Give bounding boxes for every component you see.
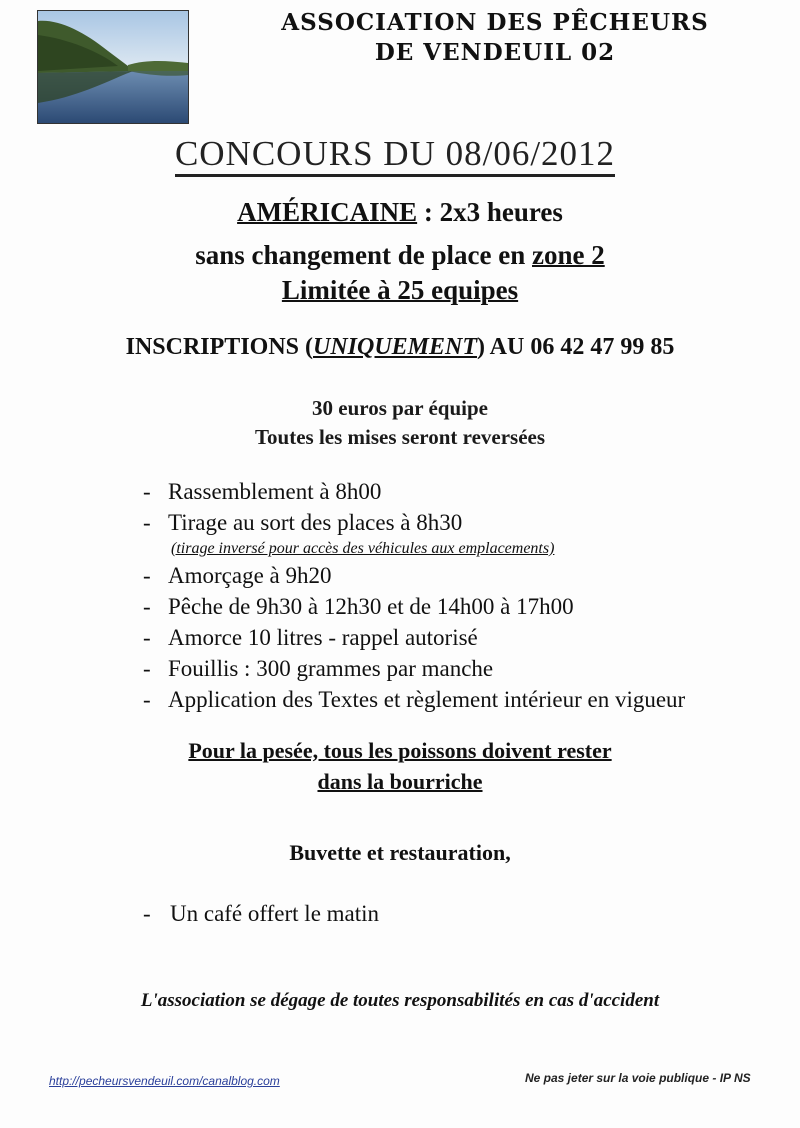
list-dash: - xyxy=(143,510,151,535)
contest-title-text: CONCOURS DU 08/06/2012 xyxy=(175,134,615,177)
association-name xyxy=(215,8,775,68)
list-item-text: Tirage au sort des places à 8h30 xyxy=(168,510,463,535)
list-dash: - xyxy=(143,625,151,650)
event-limit: Limitée à 25 equipes xyxy=(281,275,519,305)
inscriptions-emphasis: UNIQUEMENT xyxy=(313,334,478,360)
lake-landscape-photo xyxy=(37,10,189,124)
association-line-2: DE VENDEUIL 02 xyxy=(374,39,616,66)
list-item xyxy=(143,591,685,622)
list-item xyxy=(143,653,685,684)
event-duration: : 2x3 heures xyxy=(417,197,563,227)
association-line-1: ASSOCIATION DES PÊCHEURS xyxy=(281,9,709,36)
mises-line: Toutes les mises seront reversées xyxy=(254,425,546,449)
list-item xyxy=(143,507,685,538)
list-dash: - xyxy=(143,687,151,712)
list-item-text: Application des Textes et règlement intérieur en vigueur xyxy=(168,687,686,712)
list-item xyxy=(143,684,685,715)
list-dash: - xyxy=(143,479,151,504)
disclaimer: L'association se dégage de toutes responsabilités en cas d'accident xyxy=(140,990,660,1011)
list-item-text: Rassemblement à 8h00 xyxy=(168,479,382,504)
contest-title xyxy=(160,134,630,174)
list-item xyxy=(143,560,685,591)
list-item-text: Amorçage à 9h20 xyxy=(168,563,332,588)
list-dash: - xyxy=(143,563,151,588)
footer-note: Ne pas jeter sur la voie publique - IP NS xyxy=(525,1071,751,1085)
list-item xyxy=(143,476,685,507)
event-type-line xyxy=(0,197,800,228)
event-limit-line xyxy=(0,275,800,306)
event-type: AMÉRICAINE xyxy=(237,197,418,227)
inscriptions-prefix: INSCRIPTIONS ( xyxy=(125,334,313,360)
list-item-text: Amorce 10 litres - rappel autorisé xyxy=(168,625,478,650)
cafe-text: Un café offert le matin xyxy=(170,901,380,926)
event-zone: zone 2 xyxy=(532,240,605,270)
inscriptions-line xyxy=(0,334,800,361)
inscriptions-phone: ) AU 06 42 47 99 85 xyxy=(477,334,675,360)
weighing-notice xyxy=(0,735,800,797)
schedule-list xyxy=(143,476,685,715)
event-zone-prefix: sans changement de place en xyxy=(195,240,532,270)
list-dash: - xyxy=(143,594,151,619)
list-item xyxy=(143,622,685,653)
list-item-note: (tirage inversé pour accès des véhicules aux emplacements) xyxy=(171,540,555,557)
list-dash: - xyxy=(143,656,151,681)
weighing-line-1: Pour la pesée, tous les poissons doivent rester xyxy=(188,738,612,763)
cafe-item xyxy=(143,901,379,927)
website-link[interactable]: http://pecheursvendeuil.com/canalblog.com xyxy=(49,1074,280,1088)
buvette-heading: Buvette et restauration, xyxy=(289,840,511,865)
event-zone-line xyxy=(0,240,800,271)
weighing-line-2: dans la bourriche xyxy=(317,769,483,794)
price-line: 30 euros par équipe xyxy=(312,396,488,420)
list-item-text: Fouillis : 300 grammes par manche xyxy=(168,656,494,681)
list-dash: - xyxy=(143,901,151,926)
list-item-text: Pêche de 9h30 à 12h30 et de 14h00 à 17h00 xyxy=(168,594,574,619)
